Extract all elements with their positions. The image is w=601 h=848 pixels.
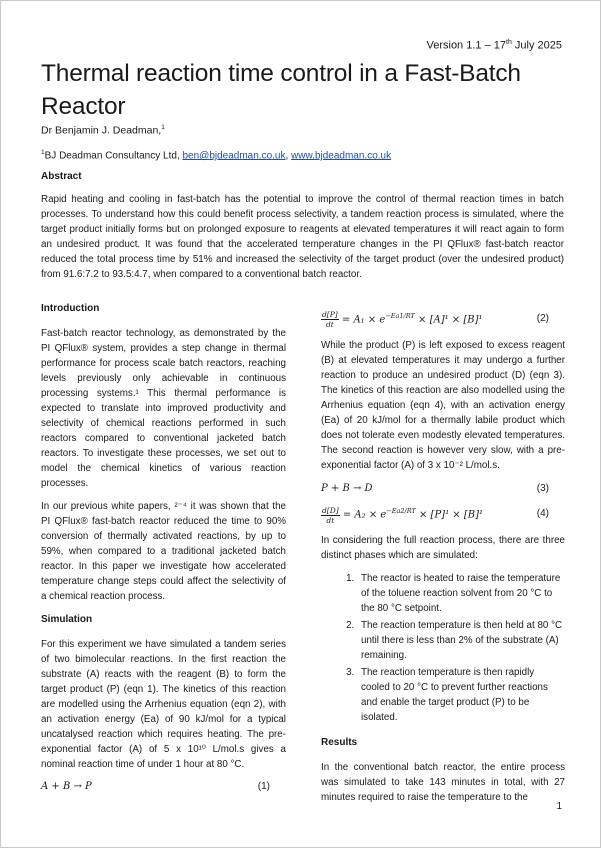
equation-1: A + B → P (1) (41, 781, 270, 792)
website-link[interactable]: www.bjdeadman.co.uk (291, 150, 392, 162)
paper-title: Thermal reaction time control in a Fast-Batch Reactor (41, 60, 521, 120)
abstract-heading: Abstract (41, 171, 82, 182)
page-number: 1 (556, 801, 562, 812)
introduction-heading: Introduction (41, 303, 100, 314)
version-line: Version 1.1 – 17th July 2025 (426, 39, 562, 52)
equation-4-number: (4) (536, 508, 549, 520)
equation-3: P + B → D (3) (321, 483, 549, 495)
email-link[interactable]: ben@bjdeadman.co.uk (182, 150, 286, 162)
phase-item: 3. The reaction temperature is then rapidly cooled to 20 °C to prevent further reactions and enable the target product (P) to be isolated. (357, 665, 565, 725)
equation-1-number: (1) (257, 781, 270, 792)
equation-3-number: (3) (536, 483, 549, 495)
results-paragraph: In the conventional batch reactor, the entire process was simulated to take 143 minutes in total, with 27 minutes required to raise the temperature to the (321, 761, 565, 803)
abstract-text: Rapid heating and cooling in fast-batch has the potential to improve the control of thermal reaction times in batch processes. To understand how this could benefit process selectivity, a tandem reaction process is simulated, where the target product initially forms but on prolonged exposure to reagents at elevated temperatures it will react again to form an undesired product. It was found that the accelerated temperature changes in the PI QFlux® fast-batch reactor reduced the total process time by 51% and increased the selectivity of the target product (over the undesired product) from 91.6:7.2 to 93.5:4.7, when compared to a conventional batch reactor. (41, 194, 564, 280)
phase-item: 1. The reactor is heated to raise the temperature of the toluene reaction solvent from 20 °C to the 80 °C setpoint. (357, 571, 565, 616)
affiliation-line: $^1$BJ Deadman Consultancy Ltd, ben@bjdeadman.co.uk, www.bjdeadman.co.uk (41, 149, 392, 162)
equation-4: $\frac{d[D]}{dt}$ = $A_2 \times e^{-Ea2/RT} \times [P]^1 \times [B]^1$ (4) (322, 505, 549, 525)
phase-list (321, 571, 565, 725)
equation-2: $\frac{d[P]}{dt}$ = $A_1 \times e^{-Ea1/RT} \times [A]^1 \times [B]^1$ (2) (322, 310, 549, 330)
left-column (41, 301, 286, 794)
right-paragraph-1: While the product (P) is left exposed to excess reagent (B) at elevated temperatures it may undergo a further reaction to produce an undesired product (D) (eqn 3). The kinetics of this reaction are also modelled using the Arrhenius equation (eqn 4), with an activation energy (Ea) of 20 kJ/mol for a thermally labile product which does not tolerate even modestly elevated temperatures. The second reaction is however very slow, with a pre-exponential factor (A) of 3 x 10⁻² L/mol.s. (321, 340, 565, 472)
phase-item: 2. The reaction temperature is then held at 80 °C until there is less than 2% of the substrate (A) remaining. (357, 618, 565, 663)
intro-paragraph-2: In our previous white papers, ²⁻⁴ it was shown that the PI QFlux® fast-batch reactor reduced the time to 90% conversion of thermally activated reactions, by up to 59%, when compared to a traditional jacketed batch reactor. In this paper we investigate how accelerated temperature change steps could affect the selectivity of a chemical reaction process. (41, 501, 286, 602)
right-column (321, 301, 565, 805)
equation-2-number: (2) (536, 313, 549, 325)
intro-paragraph-1: Fast-batch reactor technology, as demonstrated by the PI QFlux® system, provides a step change in thermal performance for process scale batch reactors, reaching levels previously only achievable in continuous processing systems.¹ This thermal performance is expected to translate into improved productivity and selectivity of chemical reactions performed in such reactors compared to conventional jacketed batch reactors. To investigate these processes, we set out to model the chemical kinetics of various reaction processes. (41, 328, 286, 489)
results-heading: Results (321, 736, 358, 748)
author-line: Dr Benjamin J. Deadman,$^1$ (41, 124, 165, 137)
simulation-heading: Simulation (41, 614, 93, 625)
simulation-paragraph: For this experiment we have simulated a tandem series of two bimolecular reactions. In the first reaction the substrate (A) reacts with the reagent (B) to form the target product (P) (eqn 1). The kinetics of this reaction are modelled using the Arrhenius equation (eqn 2), with an activation energy (Ea) of 90 kJ/mol for a typical uncatalysed reaction which requires heating. The pre-exponential factor (A) of 5 x 10¹⁰ L/mol.s gives a nominal reaction time of under 1 hour at 80 °C. (41, 639, 286, 770)
right-paragraph-2: In considering the full reaction process, there are three distinct phases which are simulated: (321, 534, 565, 561)
